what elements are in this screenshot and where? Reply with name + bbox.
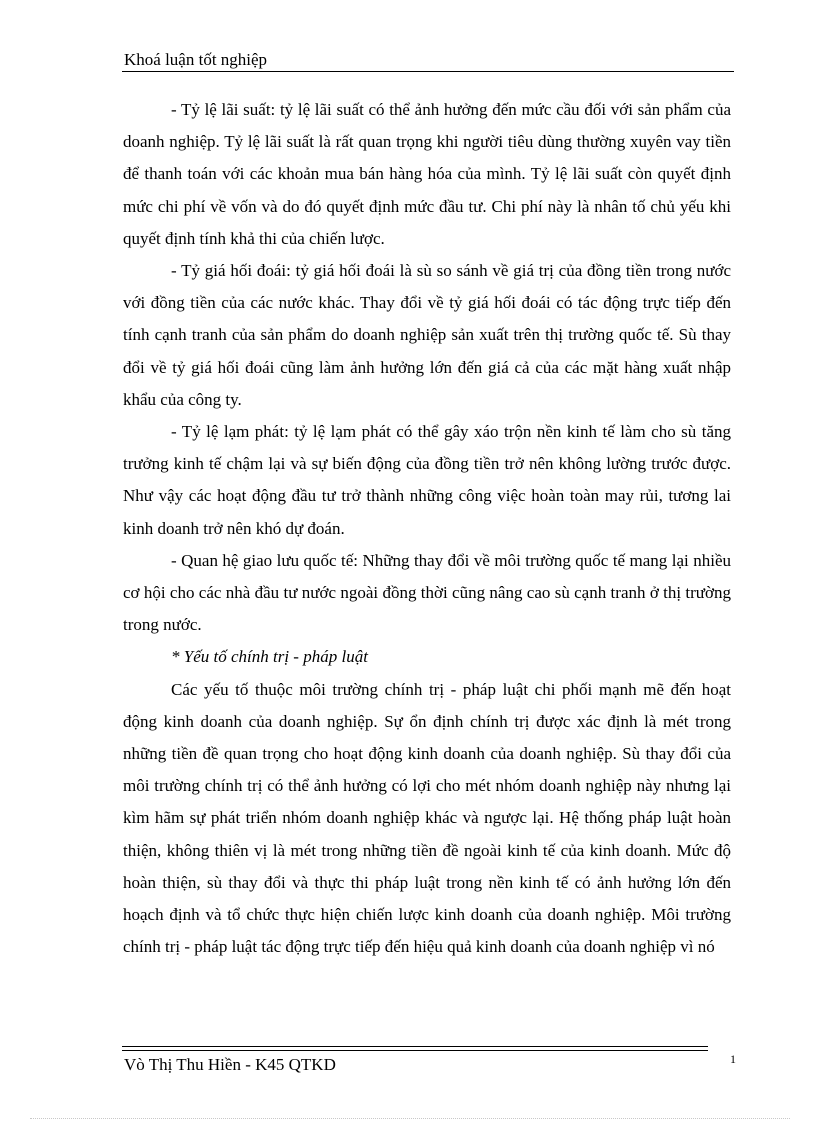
footer-author: Vò Thị Thu Hiền - K45 QTKD [124, 1055, 336, 1074]
page-number: 1 [730, 1052, 736, 1066]
paragraph-exchange-rate: - Tỷ giá hối đoái: tỷ giá hối đoái là sù so sánh về giá trị của đồng tiền trong nước với đồng tiền của các nước khác. Thay đổi về tỷ giá hối đoái có tác động trực tiếp đến tính cạnh tranh của sản phẩm do doanh nghiệp sản xuất trên thị trường quốc tế. Sù thay đổi về tỷ giá hối đoái cũng làm ảnh hưởng lớn đến giá cả của các mặt hàng xuất nhập khẩu của công ty. [123, 261, 731, 409]
footer-rule-top [122, 1046, 708, 1047]
header-title: Khoá luận tốt nghiệp [124, 50, 268, 69]
paragraph-interest-rate: - Tỷ lệ lãi suất: tỷ lệ lãi suất có thể ảnh hưởng đến mức cầu đối với sản phẩm của doanh nghiệp. Tỷ lệ lãi suất là rất quan trọng khi người tiêu dùng thường xuyên vay tiền để thanh toán với các khoản mua bán hàng hóa của mình. Tỷ lệ lãi suất còn quyết định mức chi phí về vốn và do đó quyết định mức đầu tư. Chi phí này là nhân tố chủ yếu khi quyết định tính khả thi của chiến lược. [123, 100, 731, 248]
page-edge-divider [30, 1118, 790, 1119]
paragraph-political-legal: Các yếu tố thuộc môi trường chính trị - pháp luật chi phối mạnh mẽ đến hoạt động kinh doanh của doanh nghiệp. Sự ổn định chính trị được xác định là mét trong những tiền đề quan trọng cho hoạt động kinh doanh của doanh nghiệp. Sù thay đổi của môi trường chính trị có thể ảnh hưởng có lợi cho mét nhóm doanh nghiệp này nhưng lại kìm hãm sự phát triển nhóm doanh nghiệp khác và ngược lại. Hệ thống pháp luật hoàn thiện, không thiên vị là mét trong những tiền đề ngoài kinh tế của kinh doanh. Mức độ hoàn thiện, sù thay đổi và thực thi pháp luật trong nền kinh tế có ảnh hưởng lớn đến hoạch định và tổ chức thực hiện chiến lược kinh doanh của doanh nghiệp. Môi trường chính trị - pháp luật tác động trực tiếp đến hiệu quả kinh doanh của doanh nghiệp vì nó [123, 679, 731, 957]
header-rule [122, 71, 734, 72]
document-body [123, 94, 731, 963]
paragraph-international-relations: - Quan hệ giao lưu quốc tế: Những thay đổi về môi trường quốc tế mang lại nhiều cơ hội cho các nhà đầu tư nước ngoài đồng thời cũng nâng cao sù cạnh tranh ở thị trường trong nước. [123, 550, 731, 635]
footer-rule-bottom [122, 1050, 708, 1051]
paragraph-inflation: - Tỷ lệ lạm phát: tỷ lệ lạm phát có thể gây xáo trộn nền kinh tế làm cho sù tăng trưởng kinh tế chậm lại và sự biến động của đồng tiền trở nên không lường trước được. Như vậy các hoạt động đầu tư trở thành những công việc hoàn toàn may rủi, tương lai kinh doanh trở nên khó dự đoán. [123, 422, 731, 538]
section-heading-political-legal: * Yếu tố chính trị - pháp luật [171, 647, 368, 667]
